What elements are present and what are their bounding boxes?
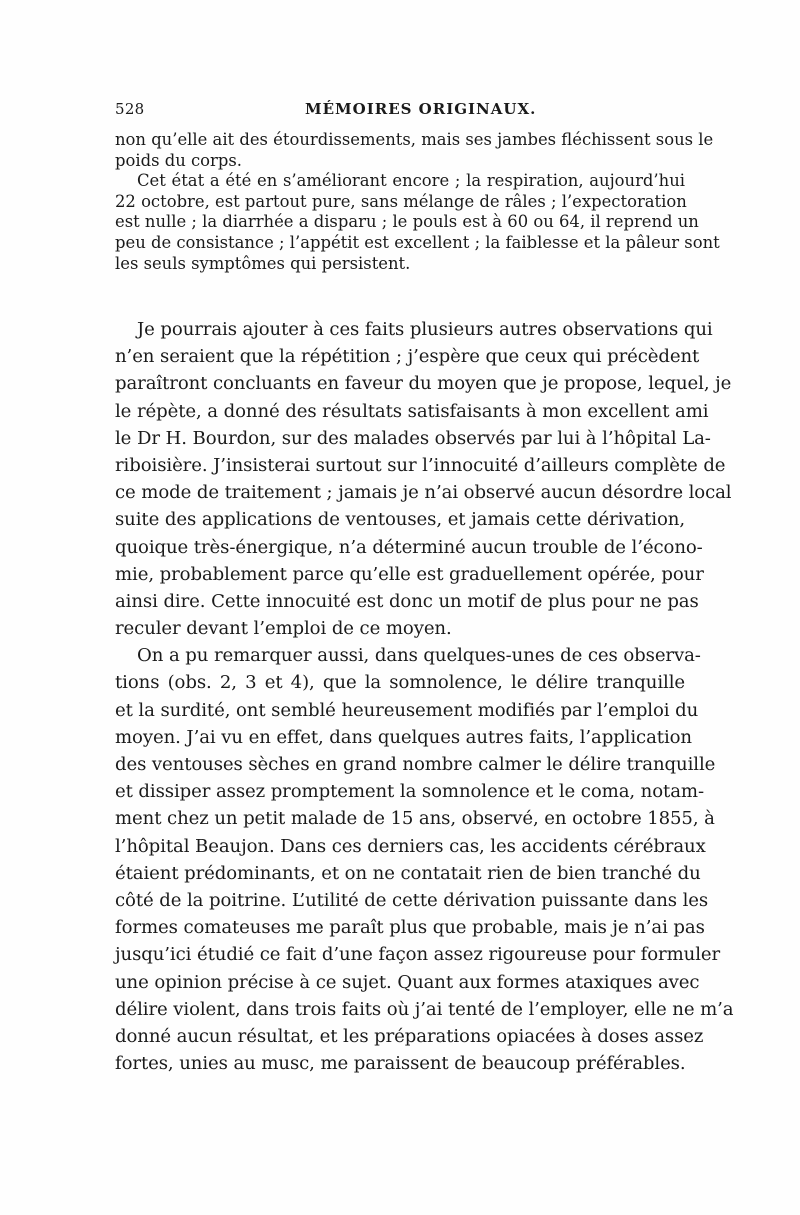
- main-body-text: [115, 316, 734, 1077]
- text-line: le répète, a donné des résultats satisfaisants à mon excellent ami: [115, 400, 709, 422]
- running-title: MÉMOIRES ORIGINAUX.: [305, 100, 537, 118]
- text-line: donné aucun résultat, et les préparations opiacées à doses assez: [115, 1025, 704, 1047]
- text-line: 22 octobre, est partout pure, sans mélange de râles ; l’expectoration: [115, 191, 687, 211]
- text-line: Je pourrais ajouter à ces faits plusieurs autres observations qui: [137, 319, 713, 340]
- text-line: paraîtront concluants en faveur du moyen que je propose, lequel, je: [115, 373, 732, 395]
- text-line: formes comateuses me paraît plus que probable, mais je n’ai pas: [115, 917, 705, 939]
- text-line: l’hôpital Beaujon. Dans ces derniers cas, les accidents cérébraux: [115, 835, 706, 857]
- text-line: ment chez un petit malade de 15 ans, observé, en octobre 1855, à: [115, 808, 715, 830]
- text-line: jusqu’ici étudié ce fait d’une façon assez rigoureuse pour formuler: [115, 944, 721, 966]
- page-header: [115, 100, 685, 124]
- text-line: riboisière. J’insisterai surtout sur l’innocuité d’ailleurs complète de: [115, 454, 726, 476]
- text-line: délire violent, dans trois faits où j’ai tenté de l’employer, elle ne m’a: [115, 998, 734, 1020]
- text-line: suite des applications de ventouses, et jamais cette dérivation,: [115, 509, 685, 531]
- text-line: ainsi dire. Cette innocuité est donc un motif de plus pour ne pas: [115, 590, 699, 612]
- text-line: le Dr H. Bourdon, sur des malades observés par lui à l’hôpital La-: [115, 427, 711, 449]
- text-line: ce mode de traitement ; jamais je n’ai observé aucun désordre local: [115, 482, 732, 504]
- text-line: quoique très-énergique, n’a déterminé aucun trouble de l’écono-: [115, 536, 703, 558]
- text-line: n’en seraient que la répétition ; j’espère que ceux qui précèdent: [115, 346, 700, 368]
- text-line: côté de la poitrine. L’utilité de cette dérivation puissante dans les: [115, 889, 709, 911]
- text-line: moyen. J’ai vu en effet, dans quelques autres faits, l’application: [115, 726, 692, 748]
- text-line: et la surdité, ont semblé heureusement modifiés par l’emploi du: [115, 699, 699, 721]
- text-line: reculer devant l’emploi de ce moyen.: [115, 618, 452, 640]
- text-line: peu de consistance ; l’appétit est excellent ; la faiblesse et la pâleur sont: [115, 232, 720, 252]
- text-line: On a pu remarquer aussi, dans quelques-unes de ces observa-: [137, 645, 701, 667]
- text-line: les seuls symptômes qui persistent.: [115, 253, 411, 273]
- text-line: est nulle ; la diarrhée a disparu ; le pouls est à 60 ou 64, il reprend un: [115, 212, 699, 232]
- page-number: 528: [115, 100, 145, 118]
- text-line: fortes, unies au musc, me paraissent de beaucoup préférables.: [115, 1053, 686, 1075]
- text-line: des ventouses sèches en grand nombre calmer le délire tranquille: [115, 754, 716, 775]
- case-notes-small-print: [115, 130, 720, 274]
- text-line: et dissiper assez promptement la somnolence et le coma, notam-: [115, 781, 704, 803]
- text-line: mie, probablement parce qu’elle est graduellement opérée, pour: [115, 563, 704, 585]
- text-line: étaient prédominants, et on ne contatait rien de bien tranché du: [115, 862, 701, 884]
- text-line: Cet état a été en s’améliorant encore ; la respiration, aujourd’hui: [137, 171, 685, 191]
- text-line: tions (obs. 2, 3 et 4), que la somnolence, le délire tranquille: [115, 672, 685, 694]
- text-line: poids du corps.: [115, 150, 242, 170]
- text-line: non qu’elle ait des étourdissements, mais ses jambes fléchissent sous le: [115, 130, 714, 149]
- text-line: une opinion précise à ce sujet. Quant aux formes ataxiques avec: [115, 971, 700, 993]
